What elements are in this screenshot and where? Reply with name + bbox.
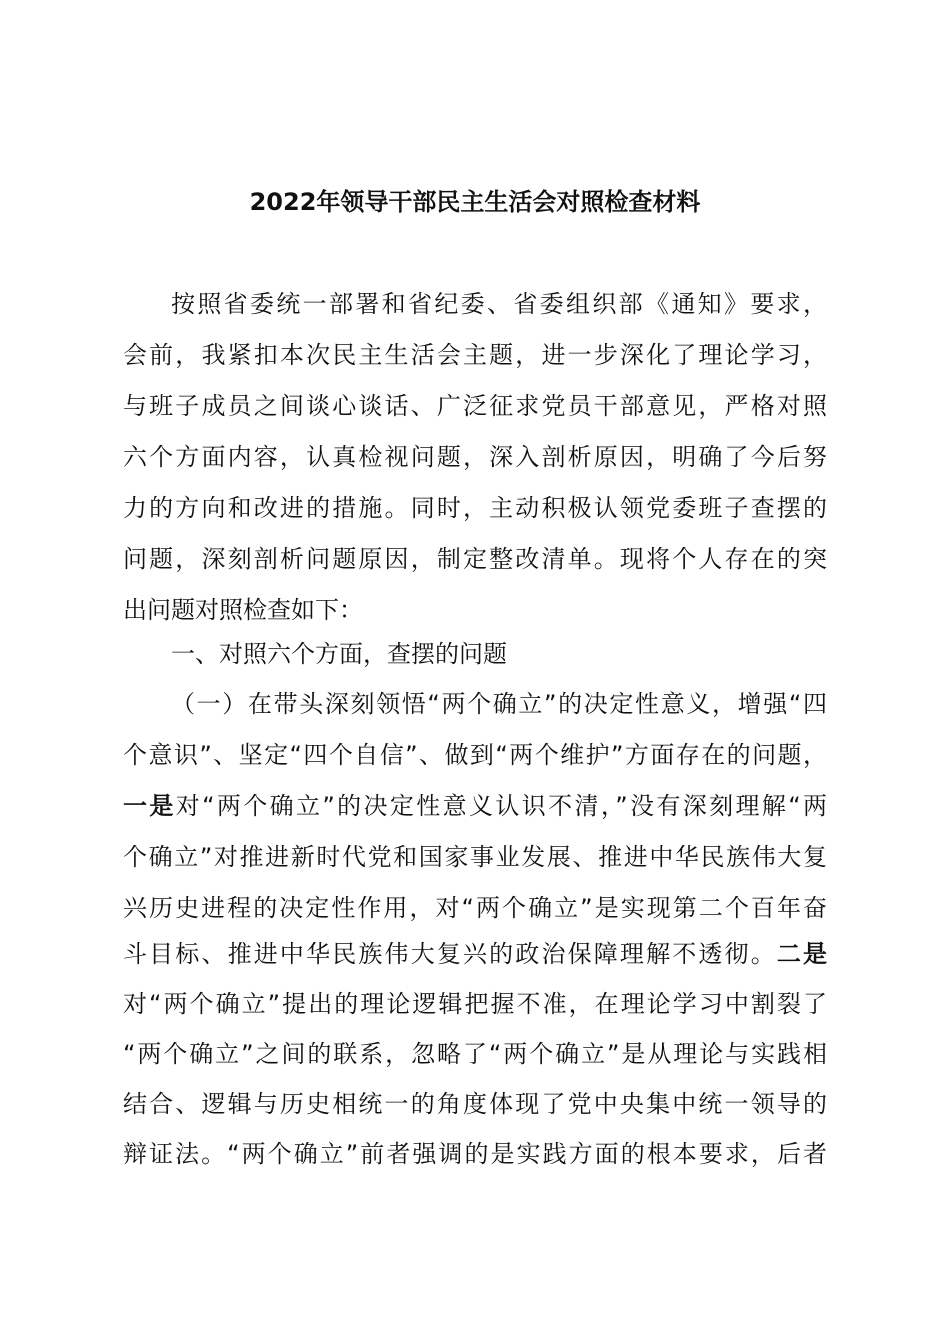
line-text: 个意识”、坚定“四个自信”、做到“两个维护”方面存在的问题， <box>123 741 827 769</box>
line-text: 会前，我紧扣本次民主生活会主题，进一步深化了理论学习， <box>123 341 827 369</box>
line-text: 按照省委统一部署和省纪委、省委组织部《通知》要求， <box>171 290 827 318</box>
paragraph-line <box>123 592 827 628</box>
line-text: 辩证法。“两个确立”前者强调的是实践方面的根本要求，后者 <box>123 1140 827 1168</box>
heading-text: 一、对照六个方面，查摆的问题 <box>171 640 507 668</box>
line-text: 对“两个确立”提出的理论逻辑把握不准，在理论学习中割裂了 <box>123 990 827 1018</box>
paragraph-line <box>123 1086 827 1122</box>
paragraph-line <box>123 788 827 824</box>
line-text: 个确立”对推进新时代党和国家事业发展、推进中华民族伟大复 <box>123 843 827 871</box>
line-text: 兴历史进程的决定性作用，对“两个确立”是实现第二个百年奋 <box>123 894 827 922</box>
paragraph-line <box>171 686 827 722</box>
paragraph-line <box>171 286 827 322</box>
bold-marker: 二是 <box>776 940 827 968</box>
document-title: 2022年领导干部民主生活会对照检查材料 <box>249 188 701 216</box>
line-text: （一）在带头深刻领悟“两个确立”的决定性意义，增强“四 <box>171 690 827 718</box>
paragraph-line <box>123 439 827 475</box>
section-heading <box>171 636 827 672</box>
paragraph-line <box>123 839 827 875</box>
paragraph-line <box>123 1036 827 1072</box>
line-text: 斗目标、推进中华民族伟大复兴的政治保障理解不透彻。 <box>123 940 777 968</box>
paragraph-line <box>123 388 827 424</box>
bold-marker: 一是 <box>123 792 176 820</box>
paragraph-line <box>123 890 827 926</box>
line-text: 结合、逻辑与历史相统一的角度体现了党中央集中统一领导的 <box>123 1090 827 1118</box>
line-text: 出问题对照检查如下： <box>123 596 363 624</box>
paragraph-line <box>123 490 827 526</box>
line-text: 对“两个确立”的决定性意义认识不清，”没有深刻理解“两 <box>175 792 827 820</box>
line-text: 问题，深刻剖析问题原因，制定整改清单。现将个人存在的突 <box>123 545 827 573</box>
paragraph-line <box>123 1136 827 1172</box>
line-text: “两个确立”之间的联系，忽略了“两个确立”是从理论与实践相 <box>123 1040 827 1068</box>
paragraph-line <box>123 737 827 773</box>
paragraph-line <box>123 337 827 373</box>
line-text: 六个方面内容，认真检视问题，深入剖析原因，明确了今后努 <box>123 443 827 471</box>
paragraph-line <box>123 541 827 577</box>
line-text: 力的方向和改进的措施。同时，主动积极认领党委班子查摆的 <box>123 494 827 522</box>
paragraph-line <box>123 986 827 1022</box>
line-text: 与班子成员之间谈心谈话、广泛征求党员干部意见，严格对照 <box>123 392 827 420</box>
paragraph-line <box>123 936 827 972</box>
